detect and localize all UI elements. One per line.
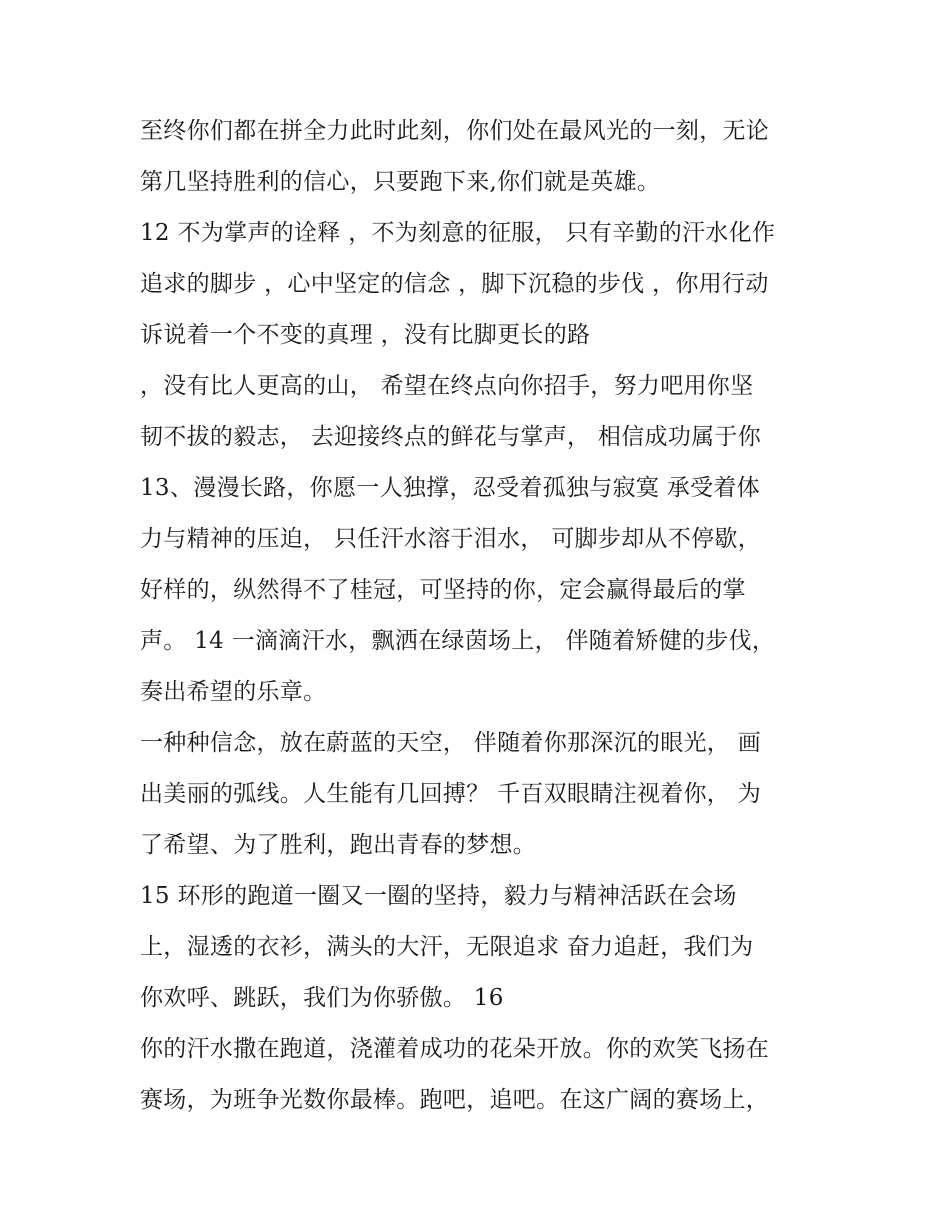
text-line: 一种种信念，放在蔚蓝的天空， 伴随着你那深沉的眼光， 画 xyxy=(140,730,762,756)
text-line: 追求的脚步 ，心中坚定的信念 ，脚下沉稳的步伐 ，你用行动 xyxy=(140,271,769,297)
text-line: 出美丽的弧线。人生能有几回搏？ 千百双眼睛注视着你， 为 xyxy=(140,781,762,807)
text-line: 奏出希望的乐章。 xyxy=(140,679,327,705)
text-line: ，没有比人更高的山， 希望在终点向你招手，努力吧用你坚 xyxy=(140,373,754,399)
text-line: 好样的，纵然得不了桂冠，可坚持的你，定会赢得最后的掌 xyxy=(140,577,746,603)
text-line: 诉说着一个不变的真理 ，没有比脚更长的路 xyxy=(140,322,591,348)
text-line: 声。 14 一滴滴汗水，飘洒在绿茵场上， 伴随着矫健的步伐， xyxy=(140,628,776,654)
text-line: 第几坚持胜利的信心，只要跑下来,你们就是英雄。 xyxy=(140,169,661,195)
text-line: 至终你们都在拼全力此时此刻，你们处在最风光的一刻，无论 xyxy=(140,118,770,144)
text-line: 你的汗水撒在跑道，浇灌着成功的花朵开放。你的欢笑飞扬在 xyxy=(140,1036,770,1062)
text-line: 上，湿透的衣衫，满头的大汗，无限追求 奋力追赶，我们为 xyxy=(140,934,754,960)
text-line: 你欢呼、跳跃，我们为你骄傲。 16 xyxy=(140,985,504,1011)
text-line: 13、漫漫长路，你愿一人独撑，忍受着孤独与寂寞 承受着体 xyxy=(140,475,760,501)
text-line: 了希望、为了胜利，跑出青春的梦想。 xyxy=(140,832,537,858)
text-line: 15 环形的跑道一圈又一圈的坚持，毅力与精神活跃在会场 xyxy=(140,883,737,909)
body-text xyxy=(140,106,830,1126)
text-line: 赛场，为班争光数你最棒。跑吧，追吧。在这广阔的赛场上， xyxy=(140,1087,770,1113)
text-line: 力与精神的压迫， 只任汗水溶于泪水， 可脚步却从不停歇， xyxy=(140,526,762,552)
text-line: 12 不为掌声的诠释 ，不为刻意的征服， 只有辛勤的汗水化作 xyxy=(140,220,776,246)
text-line: 韧不拔的毅志， 去迎接终点的鲜花与掌声， 相信成功属于你 xyxy=(140,424,762,450)
